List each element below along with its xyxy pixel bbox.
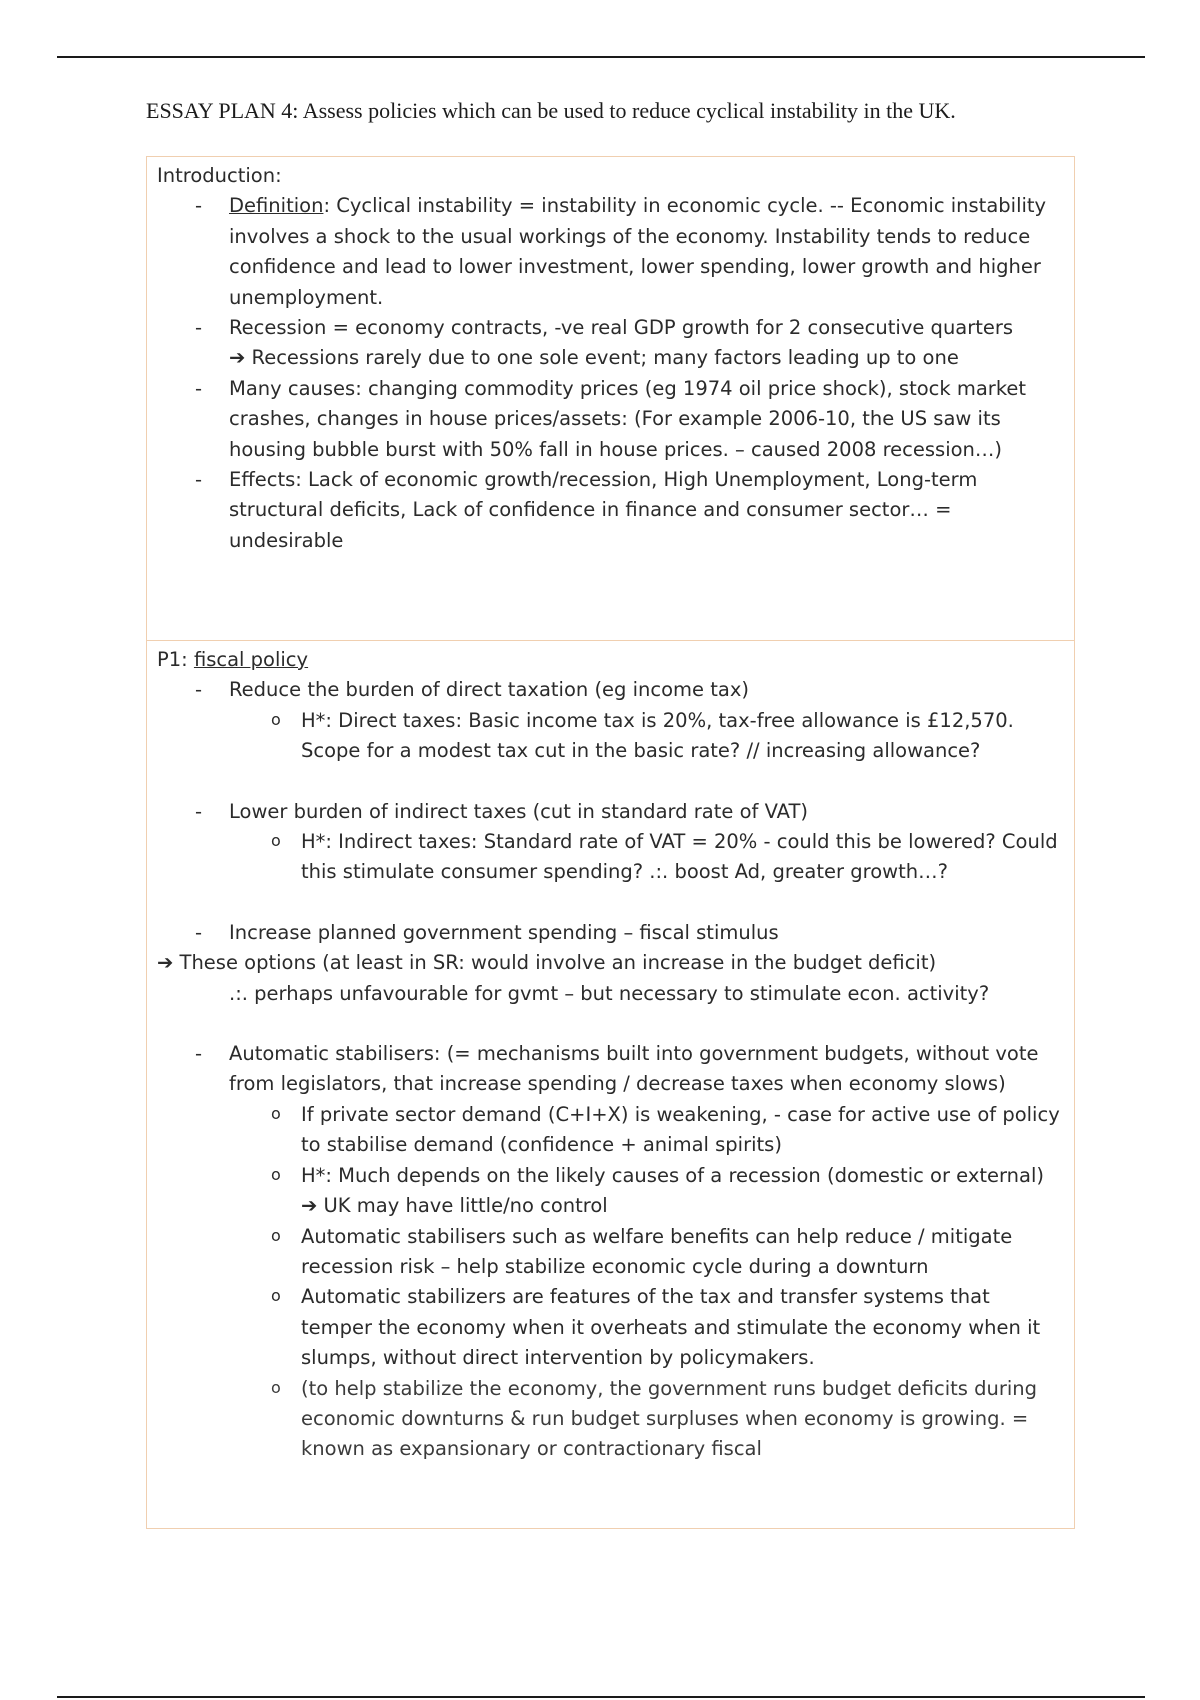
top-rule bbox=[57, 56, 1145, 58]
dash-bullet: - bbox=[195, 468, 203, 492]
dash-bullet: - bbox=[195, 799, 203, 823]
list-item bbox=[157, 918, 1064, 948]
list-item bbox=[157, 374, 1064, 465]
sub-list-item bbox=[157, 1222, 1064, 1283]
direct-tax-text: Reduce the burden of direct taxation (eg income tax) bbox=[229, 678, 749, 702]
p1-heading bbox=[157, 645, 1064, 675]
introduction-heading: Introduction: bbox=[157, 164, 282, 187]
definition-text: : Cyclical instability = instability in economic cycle. -- Economic instability involves a shock to the usual workings of the economy. Instability tends to reduce confidence and lead to lower investment, lower spending, lower growth and higher unemployment. bbox=[229, 194, 1047, 309]
auto-sub-text: Automatic stabilisers such as welfare benefits can help reduce / mitigate recession risk – help stabilize economic cycle during a downturn bbox=[301, 1224, 1013, 1278]
definition-label: Definition bbox=[229, 194, 324, 218]
auto-sub-text: (to help stabilize the economy, the government runs budget deficits during economic downturns & run budget surpluses when economy is growing. = known as expansionary or contractionary fiscal bbox=[301, 1376, 1038, 1461]
sub-list-item bbox=[157, 1161, 1064, 1222]
dash-bullet: - bbox=[195, 678, 203, 702]
dash-bullet: - bbox=[195, 920, 203, 944]
sub-list-item bbox=[157, 1100, 1064, 1161]
sub-list-item bbox=[157, 706, 1064, 767]
bottom-rule bbox=[57, 1696, 1145, 1698]
spending-text: Increase planned government spending – fiscal stimulus bbox=[229, 920, 779, 944]
circle-bullet: o bbox=[271, 1377, 281, 1397]
auto-sub-text: If private sector demand (C+I+X) is weakening, - case for active use of policy to stabilise demand (confidence + animal spirits) bbox=[301, 1102, 1060, 1157]
spacer bbox=[157, 888, 1064, 918]
effects-text: Effects: Lack of economic growth/recession, High Unemployment, Long-term structural deficits, Lack of confidence in finance and consumer sector… = undesirable bbox=[229, 468, 978, 552]
circle-bullet: o bbox=[271, 1103, 281, 1123]
list-item bbox=[157, 1039, 1064, 1100]
circle-bullet: o bbox=[271, 1286, 281, 1306]
essay-title: ESSAY PLAN 4: Assess policies which can be used to reduce cyclical instability in the UK. bbox=[146, 98, 956, 123]
list-item bbox=[157, 797, 1064, 827]
causes-text: Many causes: changing commodity prices (eg 1974 oil price shock), stock market crashes, changes in house prices/assets: (For example 2006-10, the US saw its housing bubble burst with 50% fall in house prices. – caused 2008 recession…) bbox=[229, 376, 1027, 461]
sub-list-item bbox=[157, 827, 1064, 888]
circle-bullet: o bbox=[271, 709, 281, 729]
options-continuation-text: .:. perhaps unfavourable for gvmt – but necessary to stimulate econ. activity? bbox=[229, 981, 990, 1005]
recession-text: Recession = economy contracts, -ve real GDP growth for 2 consecutive quarters bbox=[229, 316, 1014, 340]
spacer bbox=[157, 1009, 1064, 1039]
dash-bullet: - bbox=[195, 194, 203, 218]
p1-heading-prefix: P1: bbox=[157, 648, 194, 671]
recession-arrow-text: ➔ Recessions rarely due to one sole event; many factors leading up to one bbox=[229, 346, 959, 370]
essay-plan-table bbox=[146, 156, 1075, 1529]
sub-list-item bbox=[157, 1374, 1064, 1465]
circle-bullet: o bbox=[271, 1164, 281, 1184]
list-item bbox=[157, 675, 1064, 705]
dash-bullet: - bbox=[195, 316, 203, 340]
auto-sub-text: H*: Much depends on the likely causes of a recession (domestic or external) ➔ UK may have little/no control bbox=[301, 1163, 1045, 1218]
list-item bbox=[157, 191, 1064, 313]
list-item bbox=[157, 313, 1064, 374]
spacer bbox=[157, 767, 1064, 797]
circle-bullet: o bbox=[271, 831, 281, 851]
circle-bullet: o bbox=[271, 1225, 281, 1245]
sub-list-item bbox=[157, 1282, 1064, 1373]
list-item bbox=[157, 465, 1064, 556]
auto-stabilisers-text: Automatic stabilisers: (= mechanisms built into government budgets, without vote from legislators, that increase spending / decrease taxes when economy slows) bbox=[229, 1042, 1039, 1096]
dash-bullet: - bbox=[195, 376, 203, 400]
p1-heading-label: fiscal policy bbox=[193, 648, 309, 671]
indirect-tax-sub-text: H*: Indirect taxes: Standard rate of VAT = 20% - could this be lowered? Could this stimulate consumer spending? .:. boost Ad, greater growth…? bbox=[301, 830, 1058, 884]
p1-cell bbox=[147, 641, 1074, 1528]
indirect-tax-text: Lower burden of indirect taxes (cut in standard rate of VAT) bbox=[229, 799, 809, 823]
direct-tax-sub-text: H*: Direct taxes: Basic income tax is 20%, tax-free allowance is £12,570. Scope for a modest tax cut in the basic rate? // increasing allowance? bbox=[301, 708, 1014, 763]
auto-sub-text: Automatic stabilizers are features of the tax and transfer systems that temper the economy when it overheats and stimulate the economy when it slumps, without direct intervention by policymakers. bbox=[301, 1285, 1041, 1370]
options-arrow-text: ➔ These options (at least in SR: would involve an increase in the budget deficit) bbox=[157, 951, 937, 975]
introduction-cell bbox=[147, 157, 1074, 641]
dash-bullet: - bbox=[195, 1042, 203, 1066]
